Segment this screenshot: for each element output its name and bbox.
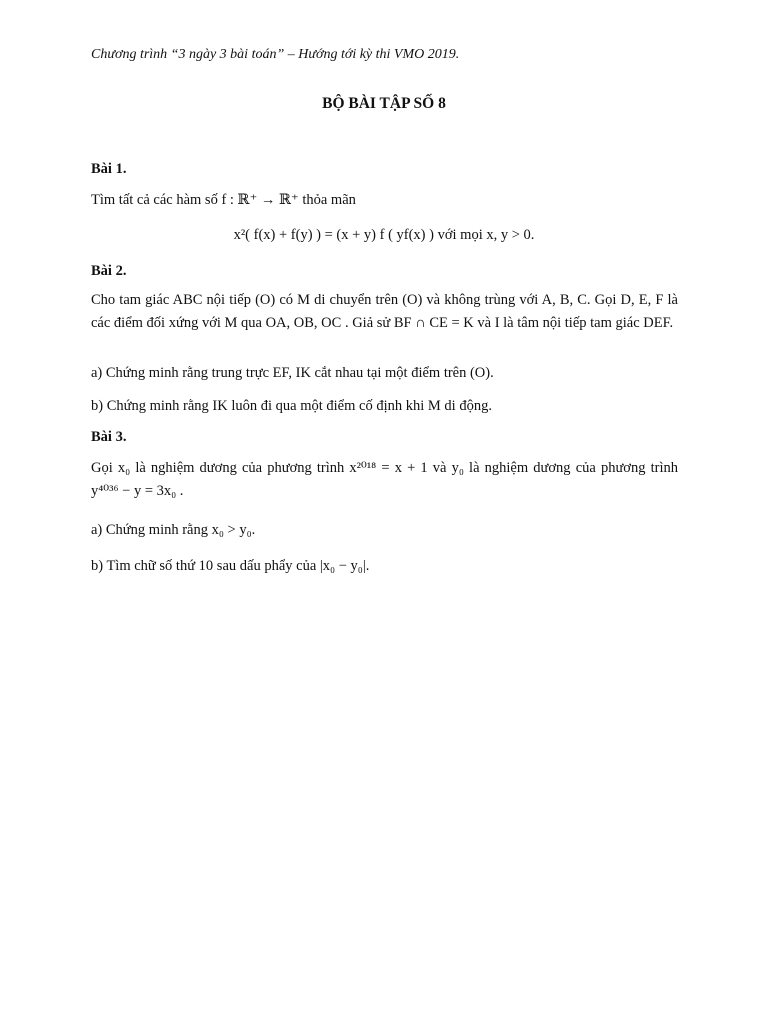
problem-1-equation: x²( f(x) + f(y) ) = (x + y) f ( yf(x) ) với mọi x, y > 0. — [233, 227, 535, 243]
problem-2-part-a: a) Chứng minh rằng trung trực EF, IK cắt nhau tại một điểm trên (O). — [91, 365, 494, 381]
problem-2-statement: Cho tam giác ABC nội tiếp (O) có M di chuyển trên (O) và không trùng với A, B, C. Gọi D, E, F là các điểm đối xứng với M qua OA, OB, OC . Giả sử BF ∩ CE = K và I là tâm nội tiếp tam giác DEF. — [91, 292, 678, 331]
page-header: Chương trình “3 ngày 3 bài toán” – Hướng tới kỳ thi VMO 2019. — [91, 47, 460, 62]
problem-3-part-b: b) Tìm chữ số thứ 10 sau dấu phẩy của |x₀ − y₀|. — [91, 558, 370, 574]
problem-3-part-a: a) Chứng minh rằng x₀ > y₀. — [91, 522, 256, 538]
problem-2-part-b: b) Chứng minh rằng IK luôn đi qua một điểm cố định khi M di động. — [91, 398, 492, 414]
problem-2-heading: Bài 2. — [91, 263, 127, 279]
problem-3-statement: Gọi x₀ là nghiệm dương của phương trình x²⁰¹⁸ = x + 1 và y₀ là nghiệm dương của phương trình y⁴⁰³⁶ − y = 3x₀ . — [91, 460, 678, 499]
problem-1-statement: Tìm tất cả các hàm số f : ℝ⁺ → ℝ⁺ thỏa mãn — [91, 192, 356, 208]
page-title: BỘ BÀI TẬP SỐ 8 — [322, 95, 446, 112]
problem-1-heading: Bài 1. — [91, 161, 127, 177]
problem-3-heading: Bài 3. — [91, 429, 127, 445]
